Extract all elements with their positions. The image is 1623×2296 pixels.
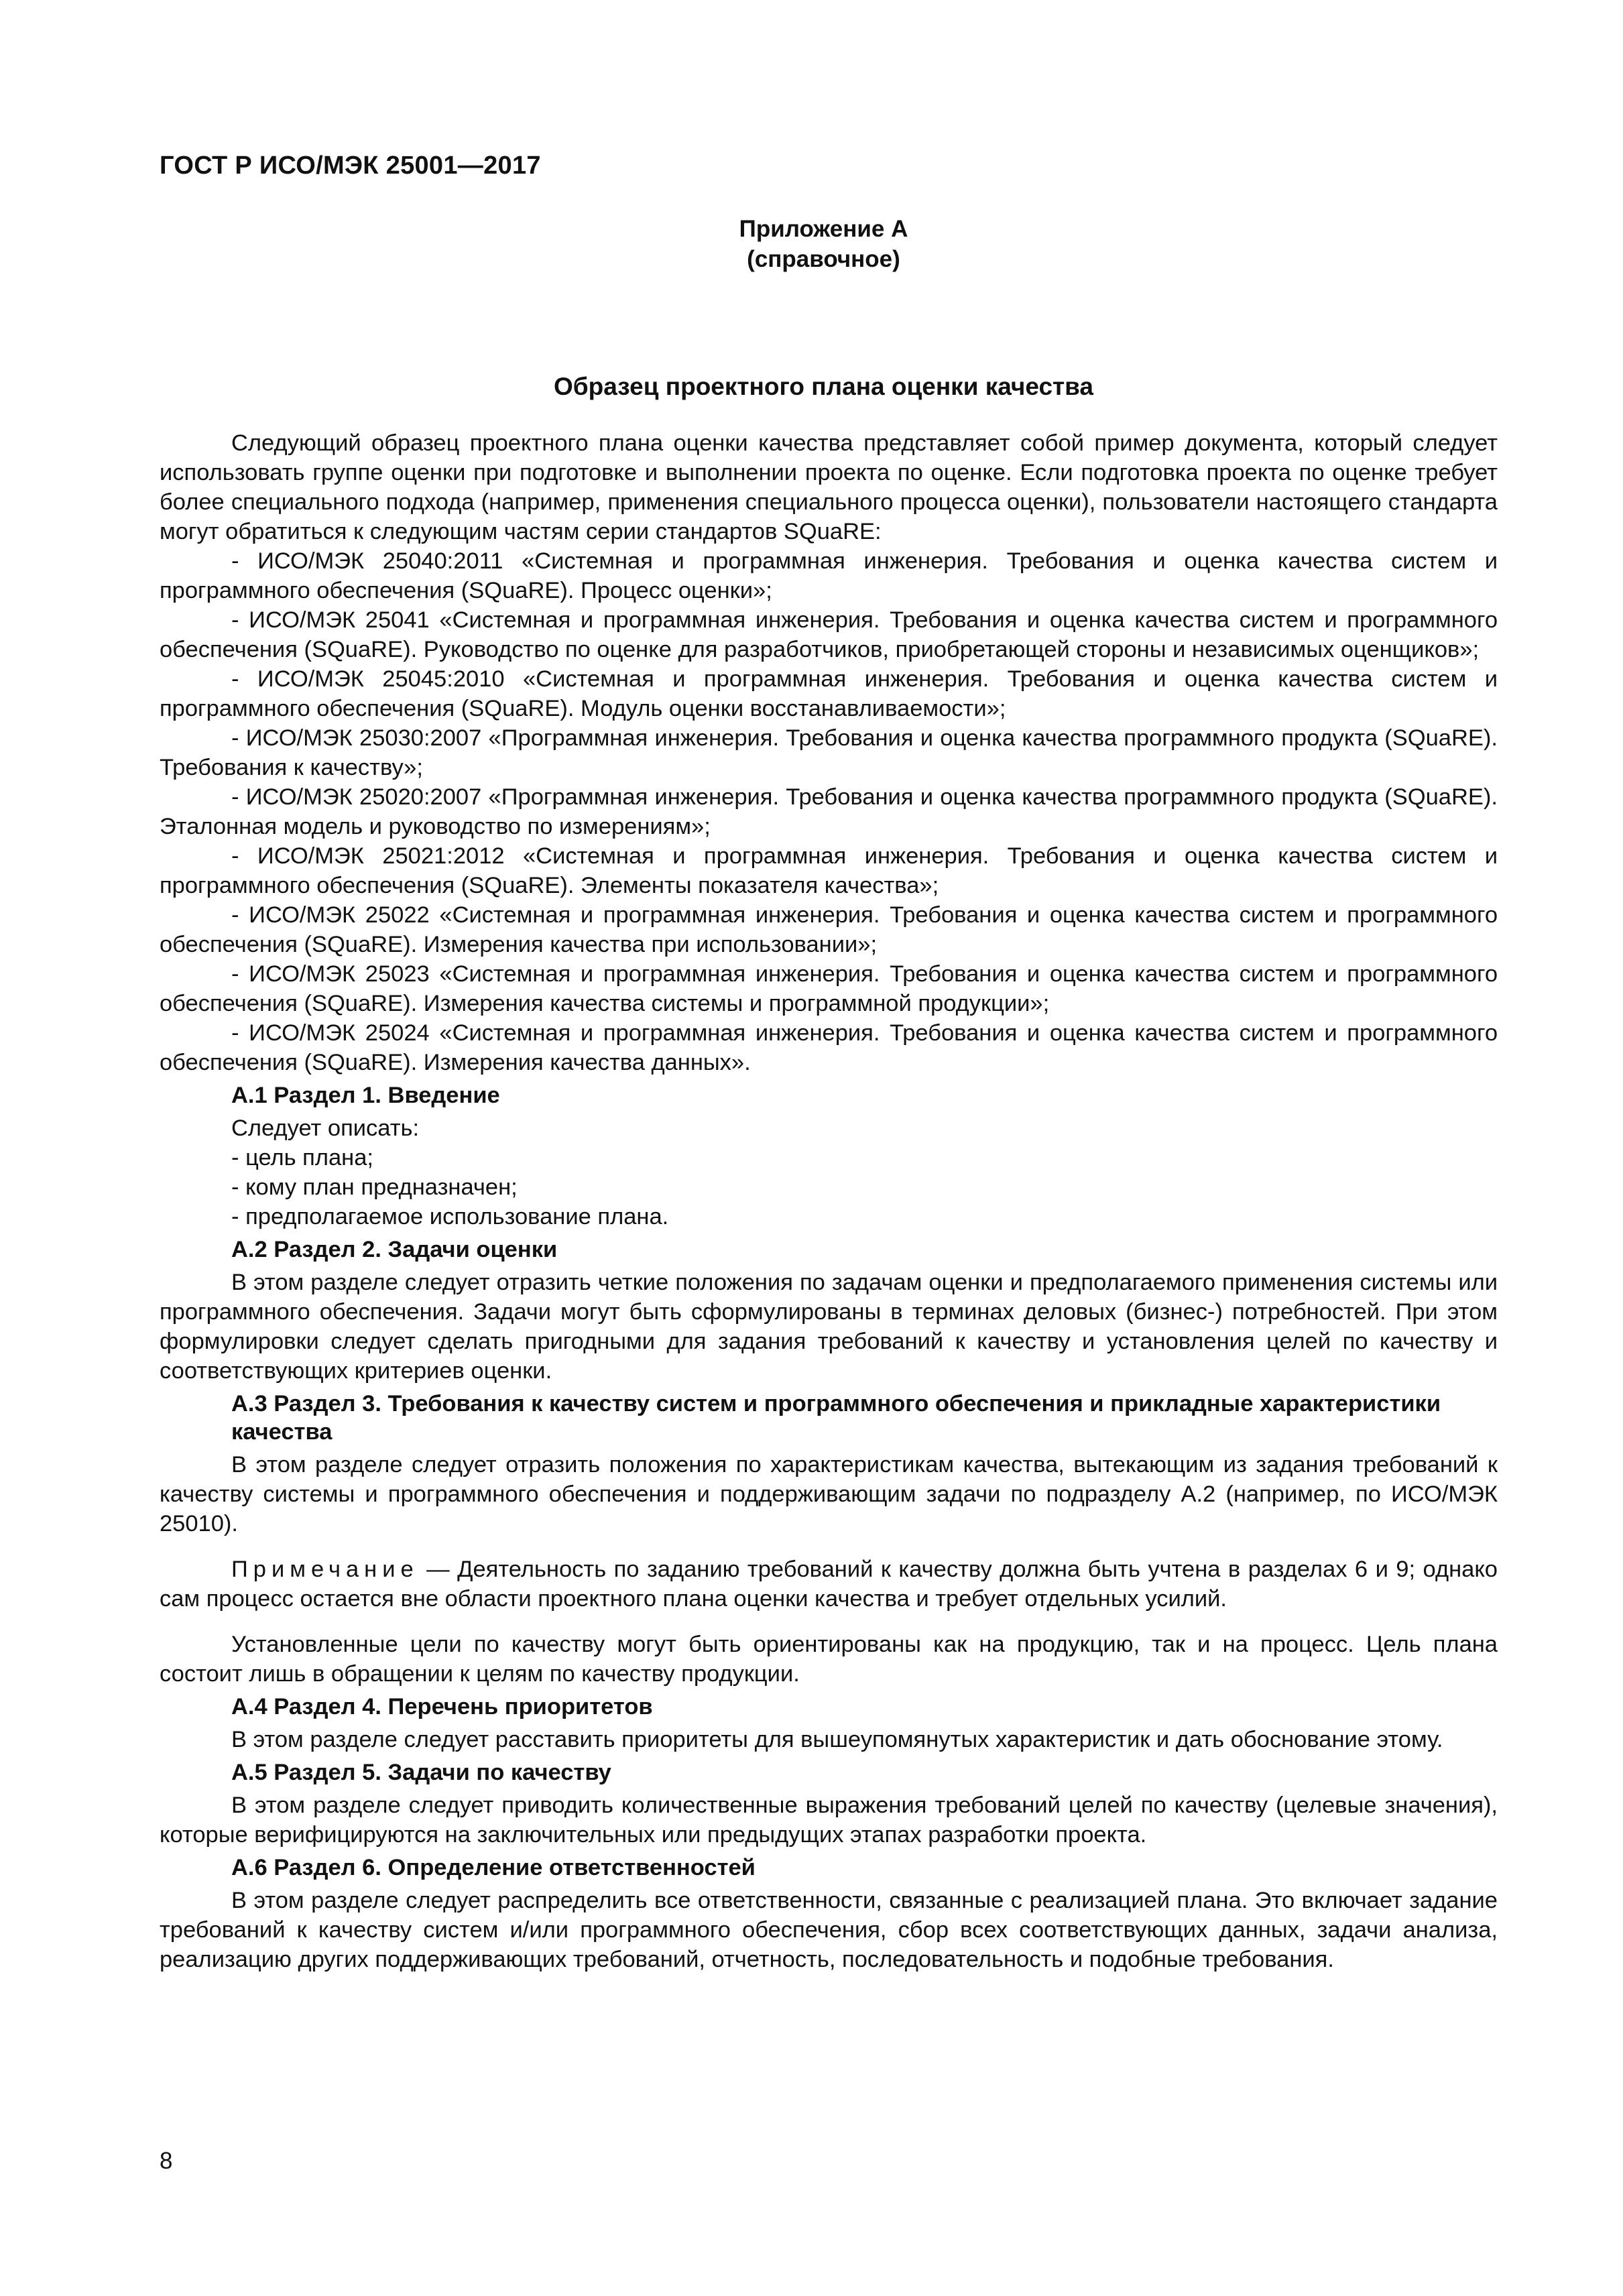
section-a1-line: - предполагаемое использование плана.	[231, 1204, 669, 1229]
appendix-type: (справочное)	[747, 246, 900, 272]
reference-item: - ИСО/МЭК 25023 «Системная и программная инженерия. Требования и оценка качества систем и программного обеспечения (SQuaRE). Измерения качества системы и программной продукции»;	[160, 961, 1498, 1016]
section-a5-text: В этом разделе следует приводить количественные выражения требований целей по качеству (целевые значения), которые верифицируются на заключительных или предыдущих этапах разработки проекта.	[160, 1793, 1498, 1848]
section-a3-text2: Установленные цели по качеству могут быть ориентированы как на продукцию, так и на процесс. Цель плана состоит лишь в обращении к целям по качеству продукции.	[160, 1632, 1498, 1687]
standard-code: ГОСТ Р ИСО/МЭК 25001—2017	[160, 152, 541, 180]
section-heading-a2: А.2 Раздел 2. Задачи оценки	[231, 1237, 558, 1262]
reference-item: - ИСО/МЭК 25030:2007 «Программная инженерия. Требования и оценка качества программного продукта (SQuaRE). Требования к качеству»;	[160, 725, 1498, 780]
section-a4-text: В этом разделе следует расставить приоритеты для вышеупомянутых характеристик и дать обоснование этому.	[231, 1727, 1443, 1752]
section-heading-a4: А.4 Раздел 4. Перечень приоритетов	[231, 1694, 653, 1719]
section-heading-a5: А.5 Раздел 5. Задачи по качеству	[231, 1760, 611, 1785]
page-number: 8	[160, 2148, 173, 2174]
section-heading-a1: А.1 Раздел 1. Введение	[231, 1083, 500, 1108]
section-a1-line: - цель плана;	[231, 1145, 374, 1170]
note-label: Примечание	[231, 1557, 419, 1582]
section-a3-note	[160, 1555, 1498, 1614]
document-body	[160, 428, 1498, 1974]
reference-item: - ИСО/МЭК 25045:2010 «Системная и программная инженерия. Требования и оценка качества систем и программного обеспечения (SQuaRE). Модуль оценки восстанавливаемости»;	[160, 666, 1498, 721]
reference-item: - ИСО/МЭК 25022 «Системная и программная инженерия. Требования и оценка качества систем и программного обеспечения (SQuaRE). Измерения качества при использовании»;	[160, 902, 1498, 957]
appendix-label: Приложение А	[739, 216, 908, 242]
reference-item: - ИСО/МЭК 25021:2012 «Системная и программная инженерия. Требования и оценка качества систем и программного обеспечения (SQuaRE). Элементы показателя качества»;	[160, 843, 1498, 898]
intro-paragraph: Следующий образец проектного плана оценки качества представляет собой пример документа, который следует использовать группе оценки при подготовке и выполнении проекта по оценке. Если подготовка проекта по оценке требует более специального подхода (например, применения специального процесса оценки), пользователи настоящего стандарта могут обратиться к следующим частям серии стандартов SQuaRE:	[160, 430, 1498, 544]
note-text: — Деятельность по заданию требований к качеству должна быть учтена в разделах 6 и 9; однако сам процесс остается вне области проектного плана оценки качества и требует отдельных усилий.	[160, 1557, 1498, 1612]
section-a1-line: - кому план предназначен;	[231, 1174, 518, 1200]
document-title: Образец проектного плана оценки качества	[553, 373, 1094, 400]
section-heading-a3: А.3 Раздел 3. Требования к качеству систем и программного обеспечения и прикладные характеристики качества	[231, 1391, 1441, 1445]
reference-item: - ИСО/МЭК 25024 «Системная и программная инженерия. Требования и оценка качества систем и программного обеспечения (SQuaRE). Измерения качества данных».	[160, 1020, 1498, 1075]
reference-item: - ИСО/МЭК 25020:2007 «Программная инженерия. Требования и оценка качества программного продукта (SQuaRE). Эталонная модель и руководство по измерениям»;	[160, 784, 1498, 839]
section-heading-a6: А.6 Раздел 6. Определение ответственностей	[231, 1855, 756, 1880]
section-a6-text: В этом разделе следует распределить все ответственности, связанные с реализацией плана. Это включает задание требований к качеству систем и/или программного обеспечения, сбор всех соответствующих данных, задачи анализа, реализацию других поддерживающих требований, отчетность, последовательность и подобные требования.	[160, 1888, 1498, 1972]
section-a2-text: В этом разделе следует отразить четкие положения по задачам оценки и предполагаемого применения системы или программного обеспечения. Задачи могут быть сформулированы в терминах деловых (бизнес-) потребностей. При этом формулировки следует сделать пригодными для задания требований к качеству и установления целей по качеству и соответствующих критериев оценки.	[160, 1270, 1498, 1384]
section-a1-line: Следует описать:	[231, 1115, 420, 1141]
reference-item: - ИСО/МЭК 25040:2011 «Системная и программная инженерия. Требования и оценка качества систем и программного обеспечения (SQuaRE). Процесс оценки»;	[160, 548, 1498, 603]
section-a3-text: В этом разделе следует отразить положения по характеристикам качества, вытекающим из задания требований к качеству системы и программного обеспечения и поддерживающим задачи по подразделу А.2 (например, по ИСО/МЭК 25010).	[160, 1452, 1498, 1536]
reference-item: - ИСО/МЭК 25041 «Системная и программная инженерия. Требования и оценка качества систем и программного обеспечения (SQuaRE). Руководство по оценке для разработчиков, приобретающей стороны и независимых оценщиков»;	[160, 607, 1498, 662]
